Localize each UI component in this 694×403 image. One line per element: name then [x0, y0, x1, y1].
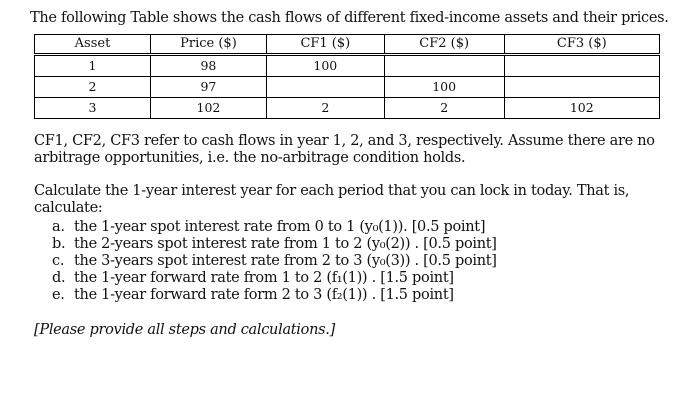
task-text: the 2-years spot interest rate from 1 to 2 (y₀(2)) . [0.5 point]: [74, 236, 497, 252]
cell-cf3: 102: [504, 98, 659, 119]
instructions-note: [Please provide all steps and calculations.]: [34, 322, 335, 338]
cell-cf2: 2: [384, 98, 504, 119]
header-cf3: CF3 ($): [504, 35, 659, 55]
list-marker: e.: [52, 287, 65, 303]
intro-text: The following Table shows the cash flows of different fixed-income assets and their prices.: [30, 10, 669, 26]
cell-asset: 3: [35, 98, 151, 119]
table-row: [35, 77, 660, 98]
list-item: [52, 236, 664, 253]
list-marker: b.: [52, 236, 66, 252]
question-instruction: Calculate the 1-year interest year for each period that you can lock in today. That is, calculate:: [34, 183, 630, 216]
list-item: [52, 219, 664, 236]
cash-flow-definition: CF1, CF2, CF3 refer to cash flows in year 1, 2, and 3, respectively. Assume there are no arbitrage opportunities, i.e. the no-arbitrage condition holds.: [34, 133, 655, 166]
header-cf2: CF2 ($): [384, 35, 504, 55]
cell-asset: 2: [35, 77, 151, 98]
list-marker: c.: [52, 253, 65, 269]
cell-cf1: [266, 77, 384, 98]
list-marker: d.: [52, 270, 66, 286]
header-price: Price ($): [150, 35, 266, 55]
list-item: [52, 253, 664, 270]
table-row: [35, 98, 660, 119]
task-list: [52, 219, 664, 304]
task-text: the 3-years spot interest rate from 2 to 3 (y₀(3)) . [0.5 point]: [74, 253, 497, 269]
cell-cf2: [384, 55, 504, 77]
cell-cf2: 100: [384, 77, 504, 98]
cell-price: 97: [150, 77, 266, 98]
list-item: [52, 287, 664, 304]
cell-price: 102: [150, 98, 266, 119]
table-row: [35, 55, 660, 77]
header-cf1: CF1 ($): [266, 35, 384, 55]
task-text: the 1-year forward rate form 2 to 3 (f₂(1)) . [1.5 point]: [74, 287, 454, 303]
header-asset: Asset: [35, 35, 151, 55]
list-item: [52, 270, 664, 287]
table-header-row: [35, 35, 660, 55]
task-text: the 1-year forward rate from 1 to 2 (f₁(1)) . [1.5 point]: [74, 270, 454, 286]
cell-cf3: [504, 77, 659, 98]
cell-price: 98: [150, 55, 266, 77]
cell-cf1: 100: [266, 55, 384, 77]
cell-cf1: 2: [266, 98, 384, 119]
cell-cf3: [504, 55, 659, 77]
cell-asset: 1: [35, 55, 151, 77]
list-marker: a.: [52, 219, 65, 235]
task-text: the 1-year spot interest rate from 0 to 1 (y₀(1)). [0.5 point]: [74, 219, 486, 235]
cash-flow-table: [34, 34, 660, 119]
